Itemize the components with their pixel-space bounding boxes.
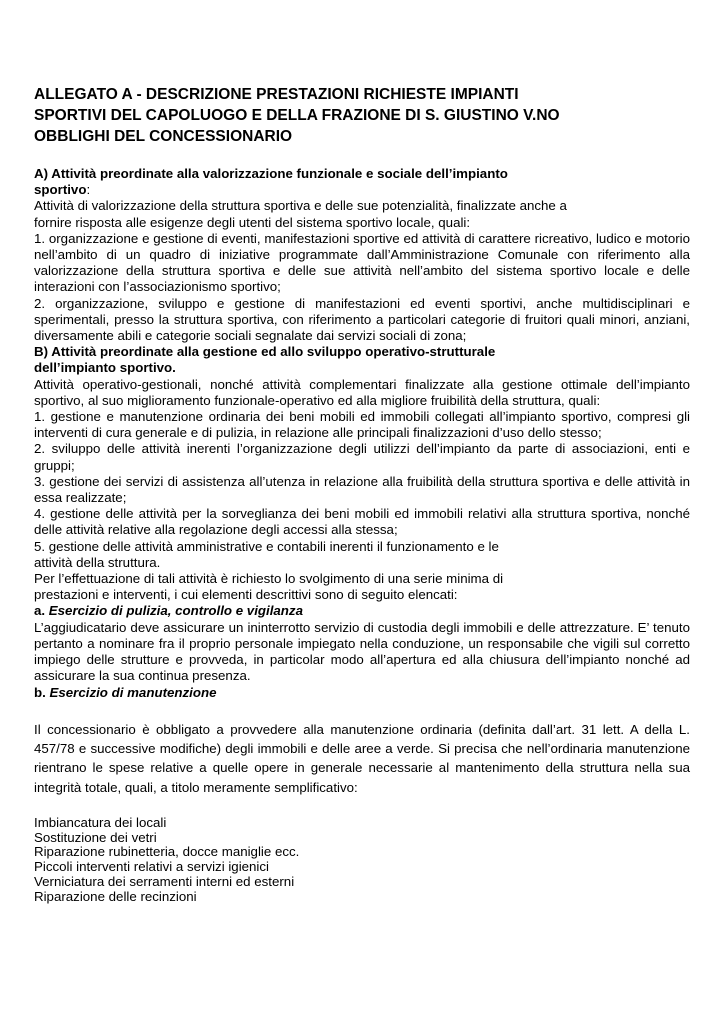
section-b-closing-line-2: prestazioni e interventi, i cui elementi descrittivi sono di seguito elencati: — [34, 587, 458, 603]
subsection-b-heading — [34, 685, 690, 701]
section-b-intro: Attività operativo-gestionali, nonché attività complementari finalizzate alla gestione ottimale dell’impianto sportivo, al suo miglioramento funzionale-operativo ed alla migliore fruibilità della struttura, quali: — [34, 376, 690, 408]
section-b-item-4: 4. gestione delle attività per la sorveglianza dei beni mobili ed immobili relativi alla struttura sportiva, nonché delle attività relative alla regolazione degli accessi alla stessa; — [34, 506, 690, 538]
maintenance-list — [34, 816, 690, 905]
subsection-a-prefix: a. — [34, 603, 49, 619]
section-a — [34, 166, 690, 905]
section-b-item-3: 3. gestione dei servizi di assistenza all’utenza in relazione alla fruibilità della struttura sportiva e delle attività in essa realizzate; — [34, 473, 690, 506]
section-b-item-2: 2. sviluppo delle attività inerenti l’organizzazione degli utilizzi dell’impianto da parte di associazioni, enti e gruppi; — [34, 441, 690, 473]
list-item: Riparazione delle recinzioni — [34, 888, 197, 904]
section-a-heading-colon: : — [86, 182, 91, 198]
list-item: Imbiancatura dei locali — [34, 814, 167, 830]
section-a-heading-word: sportivo — [34, 182, 87, 198]
subsection-a-heading — [34, 603, 690, 619]
section-b-heading-line-2: dell’impianto sportivo. — [34, 360, 176, 376]
list-item: Piccoli interventi relativi a servizi igienici — [34, 859, 269, 875]
subsection-a-title: Esercizio di pulizia, controllo e vigilanza — [48, 603, 303, 619]
section-a-intro-line-1: Attività di valorizzazione della struttura sportiva e delle sue potenzialità, finalizzate anche a — [34, 198, 567, 214]
document-page — [34, 84, 690, 905]
section-b-heading-line-1: B) Attività preordinate alla gestione ed allo sviluppo operativo-strutturale — [34, 344, 496, 360]
section-b-item-1: 1. gestione e manutenzione ordinaria dei beni mobili ed immobili collegati all’impianto sportivo, compresi gli interventi di cura generale e di pulizia, in relazione alle principali finalizzazioni d’uso dello stesso; — [34, 409, 690, 441]
subsection-b-prefix: b. — [34, 684, 50, 700]
list-item: Sostituzione dei vetri — [34, 829, 157, 845]
title-line-2: SPORTIVI DEL CAPOLUOGO E DELLA FRAZIONE DI S. GIUSTINO V.NO — [34, 107, 560, 124]
section-a-heading-line-1: A) Attività preordinate alla valorizzazione funzionale e sociale dell’impianto — [34, 166, 508, 181]
title-line-1: ALLEGATO A - DESCRIZIONE PRESTAZIONI RICHIESTE IMPIANTI — [34, 86, 519, 103]
section-b-closing-line-1: Per l’effettuazione di tali attività è richiesto lo svolgimento di una serie minima di — [34, 571, 504, 587]
section-b-item-5-line-2: attività della struttura. — [34, 554, 161, 570]
section-a-item-1: 1. organizzazione e gestione di eventi, manifestazioni sportive ed attività di carattere ricreativo, ludico e motorio nell’ambito di un quadro di iniziative programmate dall’Amministrazione Comunale con riferimento alla valorizzazione della struttura sportiva e delle sue attività nell’ambito del sistema sportivo locale e delle interazioni con l’associazionismo sportivo; — [34, 230, 690, 295]
list-item: Verniciatura dei serramenti interni ed esterni — [34, 874, 295, 890]
subsection-b-text: Il concessionario è obbligato a provvedere alla manutenzione ordinaria (definita dall’art. 31 lett. A della L. 457/78 e successive modifiche) degli immobili e delle aree a verde. Si precisa che nell’ordinaria manutenzione rientrano le spese relative a quelle opere in generale necessarie al mantenimento della struttura nella sua integrità totale, quali, a titolo meramente semplificativo: — [34, 721, 690, 795]
document-title — [34, 84, 690, 147]
subsection-a-text: L’aggiudicatario deve assicurare un ininterrotto servizio di custodia degli immobili e delle attrezzature. E’ tenuto pertanto a nominare fra il proprio personale impiegato nella conduzione, un responsabile che vigili sul corretto impiego delle strutture e provveda, in particolar modo all’apertura ed alla chiusura dell’impianto nonché ad assicurare la sua continua presenza. — [34, 619, 690, 684]
section-b-item-5-line-1: 5. gestione delle attività amministrative e contabili inerenti il funzionamento e le — [34, 538, 499, 554]
subsection-b-title: Esercizio di manutenzione — [49, 684, 217, 700]
section-a-intro-line-2: fornire risposta alle esigenze degli utenti del sistema sportivo locale, quali: — [34, 214, 471, 230]
list-item: Riparazione rubinetteria, docce maniglie ecc. — [34, 844, 300, 860]
title-line-3: OBBLIGHI DEL CONCESSIONARIO — [34, 128, 293, 145]
section-a-item-2: 2. organizzazione, sviluppo e gestione di manifestazioni ed eventi sportivi, anche multidisciplinari e sperimentali, presso la struttura sportiva, con riferimento a particolari categorie di fruitori quali minori, anziani, diversamente abili e categorie sociali segnalate dai servizi sociali di zona; — [34, 295, 690, 344]
section-a-heading-line-2 — [34, 182, 690, 198]
